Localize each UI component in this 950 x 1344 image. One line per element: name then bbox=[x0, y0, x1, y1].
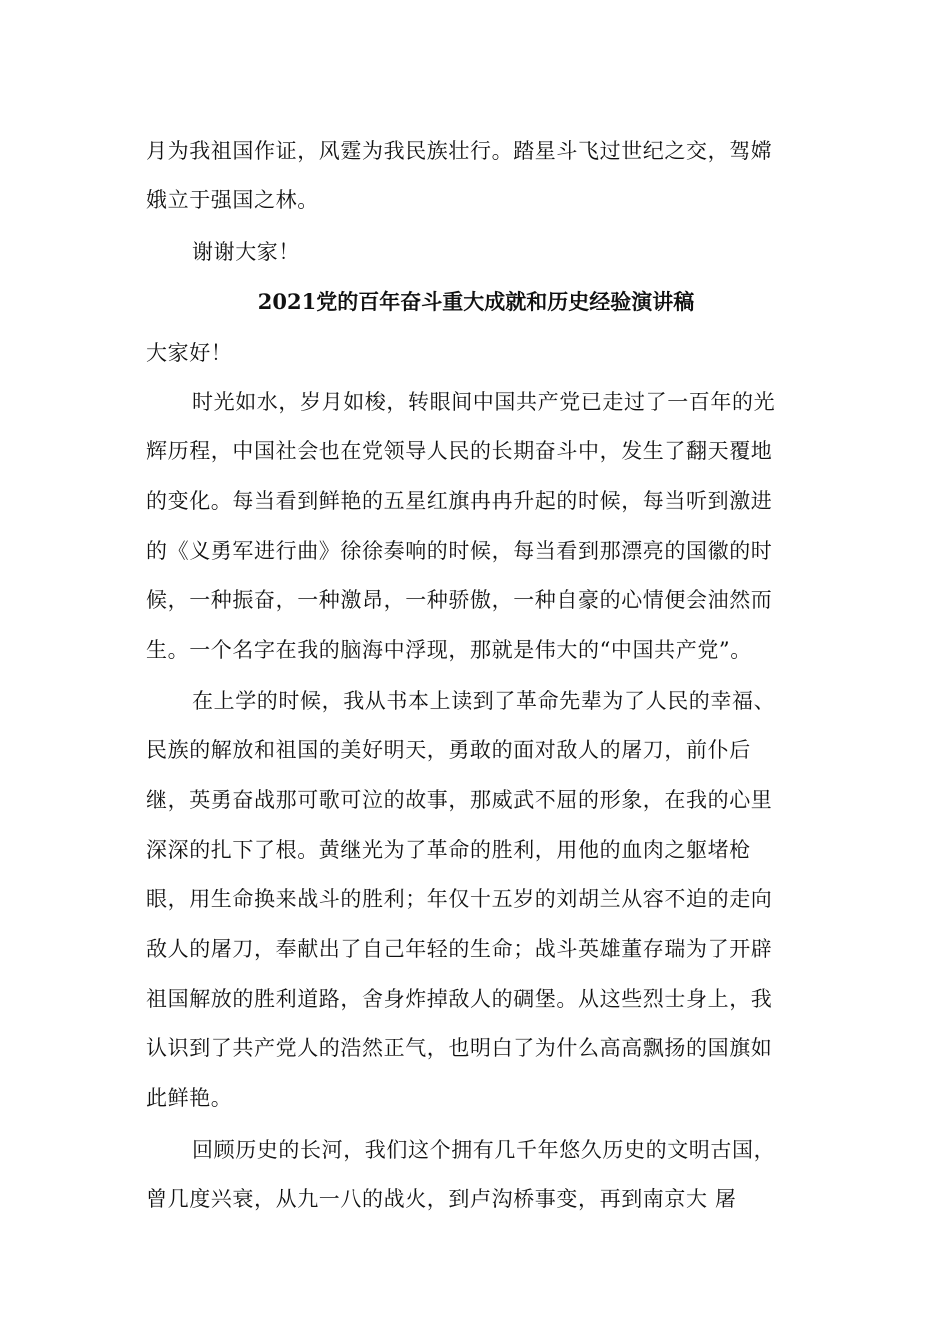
text-line: 回顾历史的长河，我们这个拥有几千年悠久历史的文明古国， bbox=[192, 1138, 776, 1162]
speech-title: 2021党的百年奋斗重大成就和历史经验演讲稿 bbox=[257, 289, 695, 314]
text-line: 的《义勇军进行曲》徐徐奏响的时候，每当看到那漂亮的国徽的时 bbox=[146, 539, 773, 563]
text-line: 时光如水，岁月如梭，转眼间中国共产党已走过了一百年的光 bbox=[192, 390, 776, 414]
text-line: 的变化。每当看到鲜艳的五星红旗冉冉升起的时候，每当听到激进 bbox=[146, 489, 773, 513]
closing-line: 谢谢大家！ bbox=[192, 240, 300, 264]
text-line: 生。一个名字在我的脑海中浮现，那就是伟大的“中国共产党”。 bbox=[146, 638, 752, 662]
text-line: 娥立于强国之林。 bbox=[146, 188, 319, 212]
text-line: 民族的解放和祖国的美好明天，勇敢的面对敌人的屠刀，前仆后 bbox=[146, 738, 751, 762]
text-line: 继，英勇奋战那可歌可泣的故事，那威武不屈的形象，在我的心里 bbox=[146, 788, 773, 812]
text-line: 深深的扎下了根。黄继光为了革命的胜利，用他的血肉之躯堵枪 bbox=[146, 838, 751, 862]
text-line: 此鲜艳。 bbox=[146, 1086, 233, 1110]
text-line: 认识到了共产党人的浩然正气，也明白了为什么高高飘扬的国旗如 bbox=[146, 1036, 773, 1060]
text-line: 候，一种振奋，一种激昂，一种骄傲，一种自豪的心情便会油然而 bbox=[146, 588, 773, 612]
text-line: 祖国解放的胜利道路，舍身炸掉敌人的碉堡。从这些烈士身上，我 bbox=[146, 987, 773, 1011]
text-line: 曾几度兴衰，从九一八的战火，到卢沟桥事变，再到南京大 屠 bbox=[146, 1187, 737, 1211]
text-line: 在上学的时候，我从书本上读到了革命先辈为了人民的幸福、 bbox=[192, 689, 776, 713]
greeting: 大家好！ bbox=[146, 341, 233, 365]
text-line: 眼，用生命换来战斗的胜利；年仅十五岁的刘胡兰从容不迫的走向 bbox=[146, 887, 773, 911]
text-line: 月为我祖国作证，风霆为我民族壮行。踏星斗飞过世纪之交，驾嫦 bbox=[146, 139, 773, 163]
text-line: 辉历程，中国社会也在党领导人民的长期奋斗中，发生了翻天覆地 bbox=[146, 439, 773, 463]
text-line: 敌人的屠刀，奉献出了自己年轻的生命；战斗英雄董存瑞为了开辟 bbox=[146, 937, 773, 961]
